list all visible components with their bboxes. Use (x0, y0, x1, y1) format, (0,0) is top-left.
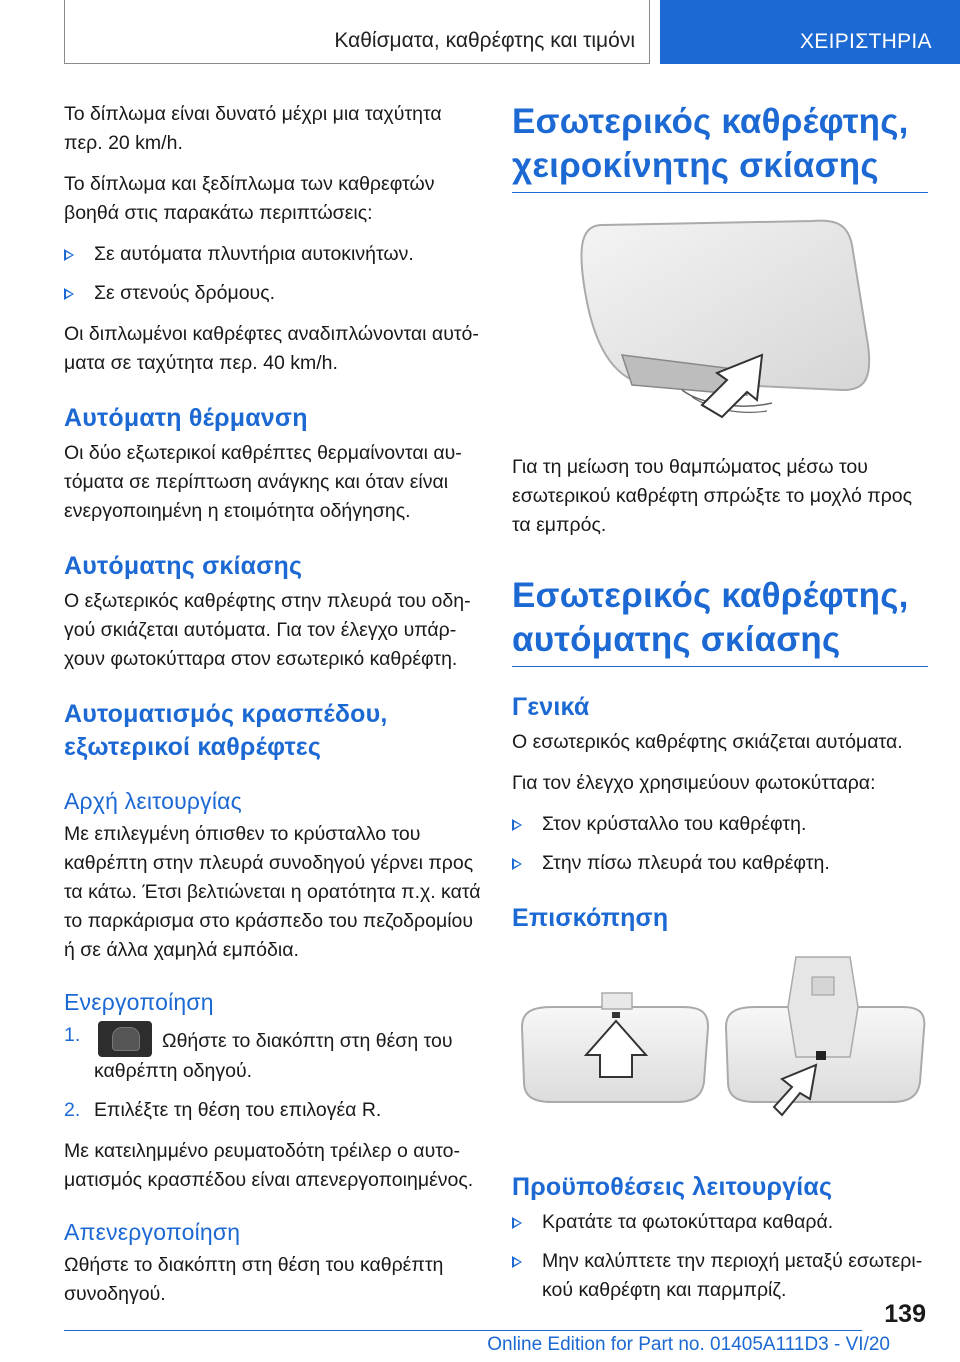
paragraph: Το δίπλωμα είναι δυνατό μέχρι μια ταχύτητα περ. 20 km/h. (64, 103, 442, 154)
photocell-locations-illustration (512, 947, 928, 1147)
heading-general: Γενικά (512, 693, 590, 721)
triangle-bullet-icon (512, 858, 522, 870)
page-number: 139 (884, 1300, 926, 1328)
heading-principle: Αρχή λειτουργίας (64, 788, 242, 814)
footer-rule (64, 1330, 862, 1331)
heading-prerequisites: Προϋποθέσεις λειτουργίας (512, 1173, 833, 1201)
list-item: Σε στενούς δρόμους. (64, 279, 482, 308)
interior-mirror-lever-illustration (512, 205, 928, 445)
paragraph: Με επιλεγμένη όπισθεν το κρύσταλλο του καθρέπτη στην πλευρά συνοδηγού γέρνει προς τα κάτω. Έτσι βελτιώνεται η ορατότητα π.χ. κατά το παρκάρισμα στο κράσπεδο του πεζοδρομίου ή σε άλλα χαμηλά εμπόδια. (64, 823, 481, 961)
triangle-bullet-icon (512, 819, 522, 831)
list-item: Στην πίσω πλευρά του καθρέφτη. (512, 849, 928, 878)
footer-edition: Online Edition for Part no. 01405A111D3 - VI/20 (487, 1334, 890, 1355)
heading-auto-heating: Αυτόματη θέρμανση (64, 404, 308, 432)
paragraph: Για τη μείωση του θαμπώματος μέσω του εσωτερικού καθρέφτη σπρώξτε το μοχλό προς τα εμπρός. (512, 456, 913, 536)
heading-curb-mirror: Αυτοματισμός κρασπέδου, εξωτερικοί καθρέφτες (64, 700, 388, 761)
bullet-list (512, 810, 928, 878)
triangle-bullet-icon (512, 1256, 522, 1268)
list-item: Σε αυτόματα πλυντήρια αυτοκινήτων. (64, 240, 482, 269)
heading-auto-dimming-interior: Εσωτερικός καθρέφτης, αυτόματης σκίασης (512, 574, 928, 667)
paragraph: Ο εσωτερικός καθρέφτης σκιάζεται αυτόματα. (512, 731, 903, 753)
list-item: Μην καλύπτετε την περιοχή μεταξύ εσωτερικού καθρέφτη και παρμπρίζ. (512, 1247, 928, 1305)
numbered-steps (64, 1021, 482, 1125)
running-header-chapter: ΧΕΙΡΙΣΤΗΡΙΑ (660, 0, 960, 64)
mirror-switch-icon (98, 1021, 152, 1057)
triangle-bullet-icon (64, 249, 74, 261)
list-item: Κρατάτε τα φωτοκύτταρα καθαρά. (512, 1208, 928, 1237)
heading-manual-dimming: Εσωτερικός καθρέφτης, χειροκίνητης σκίασης (512, 100, 928, 193)
bullet-list (512, 1208, 928, 1305)
paragraph: Ο εξωτερικός καθρέφτης στην πλευρά του οδηγού σκιάζεται αυτόματα. Για τον έλεγχο υπάρχουν φωτοκύτταρα στον εσωτερικό καθρέφτη. (64, 590, 471, 670)
triangle-bullet-icon (64, 288, 74, 300)
paragraph: Για τον έλεγχο χρησιμεύουν φωτοκύτταρα: (512, 772, 876, 794)
running-header-section: Καθίσματα, καθρέφτης και τιμόνι (64, 0, 650, 64)
paragraph: Με κατειλημμένο ρευματοδότη τρέιλερ ο αυτοματισμός κρασπέδου είναι απενεργοποιημένος. (64, 1140, 474, 1191)
left-column (64, 100, 482, 1321)
bullet-list (64, 240, 482, 308)
list-item: 2. Επιλέξτε τη θέση του επιλογέα R. (64, 1099, 382, 1121)
right-column (512, 100, 928, 1317)
heading-overview: Επισκόπηση (512, 904, 669, 932)
triangle-bullet-icon (512, 1217, 522, 1229)
paragraph: Το δίπλωμα και ξεδίπλωμα των καθρεφτών βοηθά στις παρακάτω περιπτώσεις: (64, 173, 435, 224)
paragraph: Οι διπλωμένοι καθρέφτες αναδιπλώνονται αυτόματα σε ταχύτητα περ. 40 km/h. (64, 323, 479, 374)
heading-deactivation: Απενεργοποίηση (64, 1219, 241, 1245)
paragraph: Οι δύο εξωτερικοί καθρέπτες θερμαίνονται αυτόματα σε περίπτωση ανάγκης και όταν είναι ενεργοποιημένη η ετοιμότητα οδήγησης. (64, 442, 462, 522)
list-item: 1. Ωθήστε το διακόπτη στη θέση του καθρέπτη οδηγού. (64, 1021, 482, 1086)
heading-auto-dimming: Αυτόματης σκίασης (64, 552, 303, 580)
heading-activation: Ενεργοποίηση (64, 989, 214, 1015)
list-item: Στον κρύσταλλο του καθρέφτη. (512, 810, 928, 839)
paragraph: Ωθήστε το διακόπτη στη θέση του καθρέπτη συνοδηγού. (64, 1254, 444, 1305)
